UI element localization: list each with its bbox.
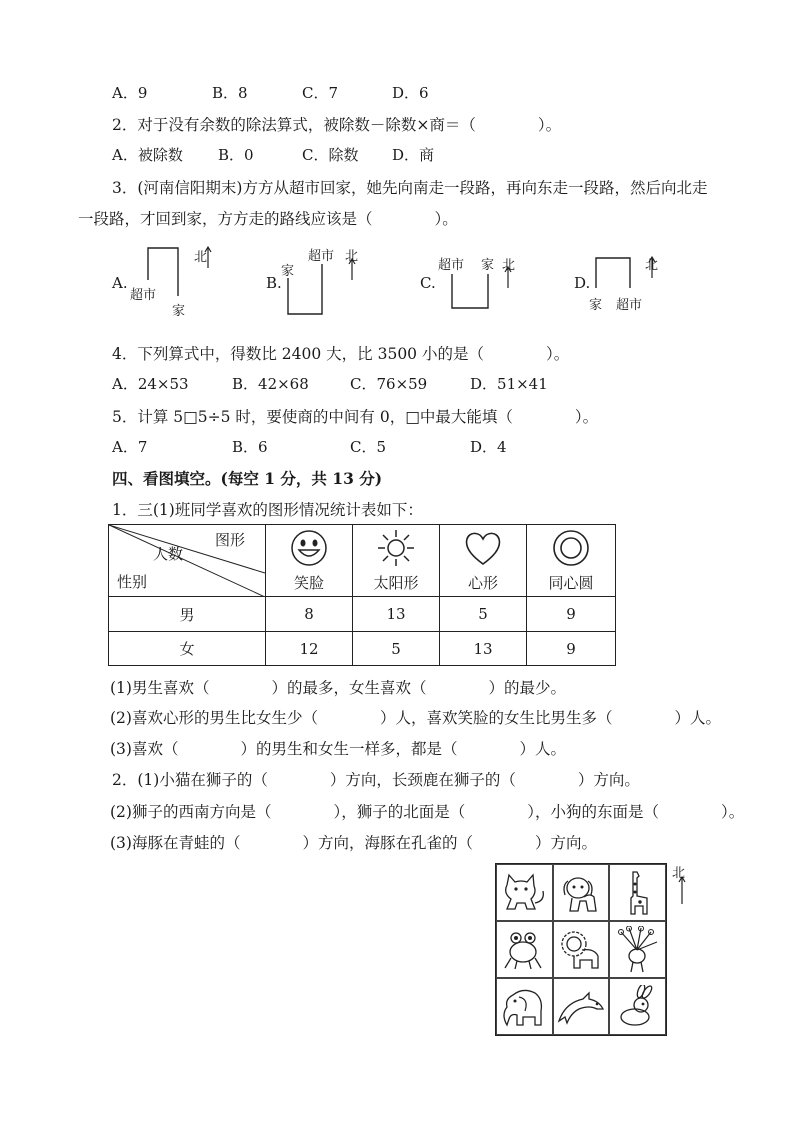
- peacock-icon: [613, 926, 663, 974]
- q3-d-north: 北: [645, 258, 659, 273]
- cell-elephant: [496, 978, 553, 1035]
- cat-icon: [499, 871, 549, 915]
- q3-b-supermarket: 超市: [308, 249, 335, 264]
- table-cell: 9: [527, 632, 616, 666]
- dolphin-icon: [555, 987, 607, 1027]
- elephant-icon: [499, 985, 549, 1029]
- q5-text: 5．计算 5□5÷5 时，要使商的中间有 0，□中最大能填（ ）。: [112, 408, 599, 426]
- concentric-circles-icon: [551, 528, 591, 568]
- cell-cat: [496, 864, 553, 921]
- p1-question-2: (2)喜欢心形的男生比女生少（ ）人，喜欢笑脸的女生比男生多（ ）人。: [110, 709, 721, 727]
- column-label-concentric: 同心圆: [548, 574, 594, 592]
- q3-d-supermarket: 超市: [616, 298, 643, 313]
- q3-option-d[interactable]: [574, 240, 684, 320]
- q1-option-b[interactable]: B．8: [212, 84, 248, 102]
- q3-d-label: D.: [574, 274, 591, 292]
- section-title: 四、看图填空。(每空 1 分，共 13 分): [112, 469, 383, 488]
- dog-icon: [556, 871, 606, 915]
- row-label: 男: [109, 597, 266, 632]
- q3-a-north: 北: [194, 250, 208, 265]
- p2-question-3: (3)海豚在青蛙的（ ）方向，海豚在孔雀的（ ）方向。: [110, 834, 597, 852]
- q4-text: 4．下列算式中，得数比 2400 大，比 3500 小的是（ ）。: [112, 345, 570, 363]
- q3-b-north: 北: [345, 249, 359, 264]
- p2-question-1: 2．(1)小猫在狮子的（ ）方向，长颈鹿在狮子的（ ）方向。: [112, 771, 640, 789]
- p1-question-1: (1)男生喜欢（ ）的最多，女生喜欢（ ）的最少。: [110, 679, 566, 697]
- giraffe-icon: [613, 868, 663, 918]
- table-cell: 13: [440, 632, 527, 666]
- q1-option-c[interactable]: C．7: [302, 84, 339, 102]
- table-row-boys: [109, 597, 616, 632]
- column-label-sun: 太阳形: [373, 574, 419, 592]
- q3-a-home: 家: [172, 304, 186, 319]
- q2-option-a[interactable]: A．被除数: [112, 146, 183, 164]
- column-label-smiley: 笑脸: [293, 574, 324, 592]
- heart-icon: [463, 528, 503, 568]
- table-cell: 12: [266, 632, 353, 666]
- q5-option-c[interactable]: C．5: [350, 438, 387, 456]
- rabbit-icon: [613, 985, 663, 1029]
- header-gender: 性别: [117, 573, 148, 591]
- statistics-table: [108, 524, 616, 666]
- lion-icon: [556, 928, 606, 972]
- q2-text: 2．对于没有余数的除法算式，被除数－除数×商＝（ ）。: [112, 116, 562, 134]
- q3-option-a[interactable]: [112, 240, 222, 320]
- q3-c-supermarket: 超市: [438, 258, 465, 273]
- row-label: 女: [109, 632, 266, 666]
- cell-rabbit: [609, 978, 666, 1035]
- column-sun: [353, 525, 440, 597]
- q1-option-d[interactable]: D．6: [392, 84, 429, 102]
- q4-option-b[interactable]: B．42×68: [232, 375, 309, 393]
- q5-option-d[interactable]: D．4: [470, 438, 507, 456]
- q3-a-supermarket: 超市: [130, 288, 157, 303]
- q3-b-label: B.: [266, 274, 282, 292]
- cell-frog: [496, 921, 553, 978]
- q3-d-home: 家: [589, 298, 603, 313]
- cell-peacock: [609, 921, 666, 978]
- q3-b-home: 家: [281, 264, 295, 279]
- q3-c-north: 北: [502, 258, 516, 273]
- q3-line1: 3．(河南信阳期末)方方从超市回家，她先向南走一段路，再向东走一段路，然后向北走: [112, 179, 708, 197]
- animal-grid: [495, 863, 667, 1036]
- sun-icon: [376, 528, 416, 568]
- route-c-diagram: [420, 240, 530, 320]
- q3-a-label: A.: [112, 274, 128, 292]
- table-cell: 8: [266, 597, 353, 632]
- q4-option-c[interactable]: C．76×59: [350, 375, 428, 393]
- cell-lion: [553, 921, 610, 978]
- cell-dog: [553, 864, 610, 921]
- table-cell: 9: [527, 597, 616, 632]
- table-cell: 13: [353, 597, 440, 632]
- q5-option-b[interactable]: B．6: [232, 438, 268, 456]
- column-smiley: [266, 525, 353, 597]
- q2-option-d[interactable]: D．商: [392, 146, 435, 164]
- q2-option-b[interactable]: B．0: [218, 146, 254, 164]
- p1-intro: 1．三(1)班同学喜欢的图形情况统计表如下：: [112, 501, 423, 519]
- cell-dolphin: [553, 978, 610, 1035]
- q3-line2: 一段路，才回到家，方方走的路线应该是（ ）。: [78, 210, 458, 228]
- table-corner-header: [109, 525, 266, 597]
- q2-option-c[interactable]: C．除数: [302, 146, 359, 164]
- q5-option-a[interactable]: A．7: [112, 438, 148, 456]
- table-cell: 5: [353, 632, 440, 666]
- column-heart: [440, 525, 527, 597]
- frog-icon: [499, 928, 549, 972]
- q4-option-a[interactable]: A．24×53: [112, 375, 189, 393]
- column-label-heart: 心形: [467, 574, 498, 592]
- header-shape: 图形: [215, 531, 246, 549]
- p2-question-2: (2)狮子的西南方向是（ ），狮子的北面是（ ），小狗的东面是（ ）。: [110, 803, 745, 821]
- q3-option-b[interactable]: [266, 240, 376, 320]
- q1-option-a[interactable]: A．9: [112, 84, 148, 102]
- p1-question-3: (3)喜欢（ ）的男生和女生一样多，都是（ ）人。: [110, 740, 566, 758]
- p2-north-label: 北: [672, 866, 686, 881]
- table-cell: 5: [440, 597, 527, 632]
- smiley-icon: [289, 528, 329, 568]
- q3-option-c[interactable]: [420, 240, 530, 320]
- q3-c-label: C.: [420, 274, 436, 292]
- cell-giraffe: [609, 864, 666, 921]
- q3-c-home: 家: [481, 258, 495, 273]
- column-concentric: [527, 525, 616, 597]
- header-count: 人数: [153, 545, 184, 563]
- q4-option-d[interactable]: D．51×41: [470, 375, 548, 393]
- table-row-girls: [109, 632, 616, 666]
